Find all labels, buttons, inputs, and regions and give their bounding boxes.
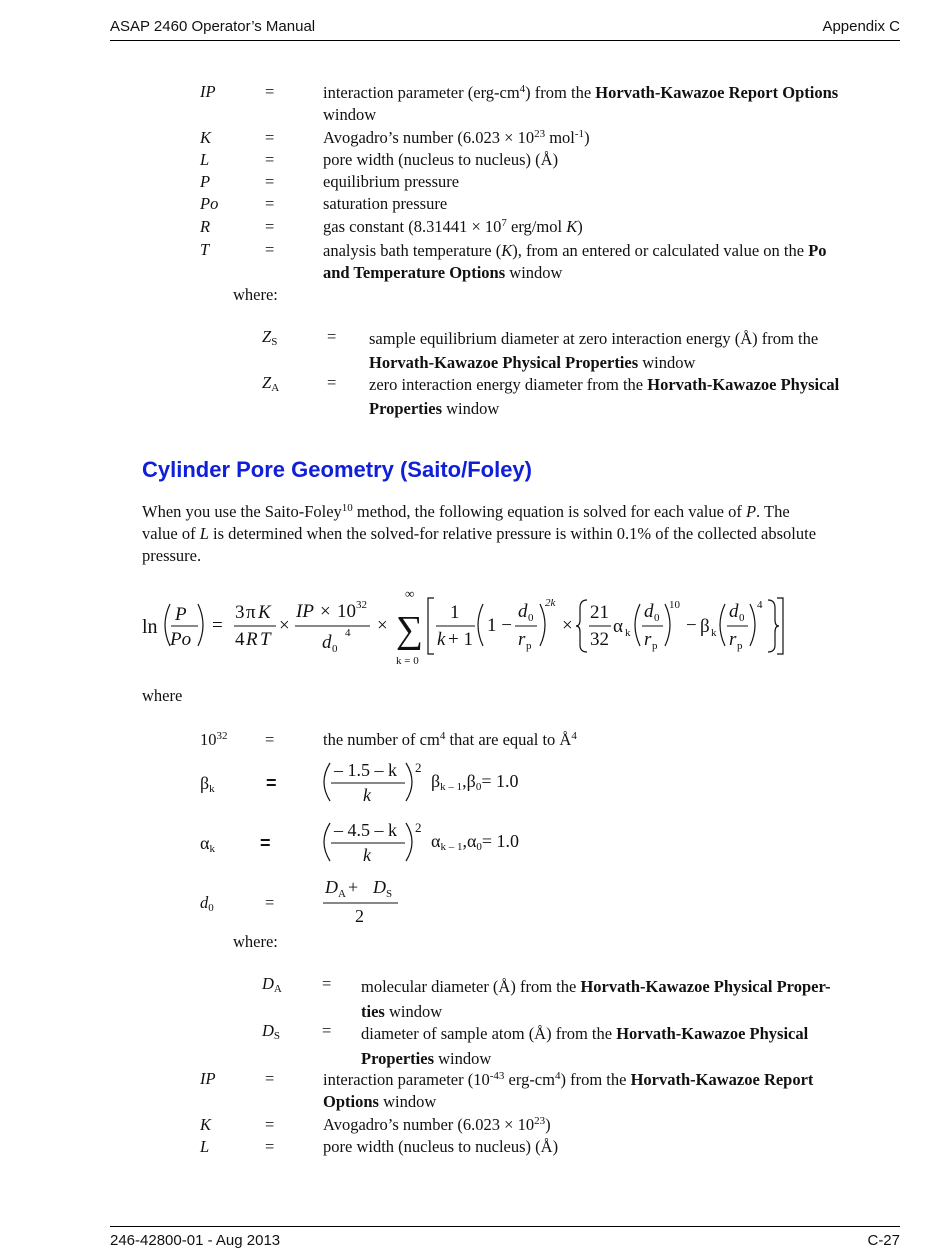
def-p-symbol: P xyxy=(200,172,211,191)
eq-d0-den-sub: 0 xyxy=(332,643,338,655)
section-heading: Cylinder Pore Geometry (Saito/Foley) xyxy=(142,457,532,482)
para-p5: is determined when the solved-for relative pressure is within 0.1% of the collected absolute xyxy=(208,524,817,543)
def-beta-val: = 1.0 xyxy=(481,771,519,791)
def-ds-pre: diameter of sample atom (Å) from the xyxy=(361,1024,617,1043)
equation-bracket-content xyxy=(436,597,779,652)
def-zs-line1: sample equilibrium diameter at zero interaction energy (Å) from the xyxy=(369,329,819,348)
def-k-equals: = xyxy=(265,128,275,147)
eq-4: 4 xyxy=(235,629,245,650)
def-da-pre: molecular diameter (Å) from the xyxy=(361,977,581,996)
eq-Po: Po xyxy=(170,629,192,650)
eq-k-den: k xyxy=(437,629,446,650)
para-p4: value of xyxy=(142,524,200,543)
eq-k0: k = 0 xyxy=(396,655,419,667)
d0-num-a: D xyxy=(325,877,338,897)
eq-beta-sub: k xyxy=(711,627,717,639)
def-r-equals: = xyxy=(265,217,275,236)
def-beta-rest xyxy=(431,771,519,792)
def-k-sup2: -1 xyxy=(574,128,585,140)
def-k-symbol: K xyxy=(200,128,212,147)
eq-d0-b-sub: 0 xyxy=(654,612,660,624)
where-label-top: where: xyxy=(233,285,278,304)
eq-sigma: ∑ xyxy=(396,609,424,651)
d0-num-asub: A xyxy=(338,888,346,900)
def-zs-equals: = xyxy=(327,327,337,346)
def-alpha-sym: α xyxy=(200,833,210,853)
def-alpha-val: = 1.0 xyxy=(481,831,520,851)
para-p6: pressure. xyxy=(142,546,202,565)
eq-d0-den: d xyxy=(322,632,332,653)
def-alpha-rest1: α xyxy=(431,831,441,851)
def-k-pre: Avogadro’s number (6.023 × 10 xyxy=(323,128,535,147)
def-k-sup1: 23 xyxy=(534,128,546,140)
d0-plus: + xyxy=(348,877,359,897)
def-k2-sup: 23 xyxy=(534,1115,546,1127)
eq-d0-c: d xyxy=(729,601,739,622)
eq-beta: β xyxy=(700,616,710,637)
d0-formula xyxy=(323,877,398,926)
beta-num: – 1.5 – k xyxy=(334,760,397,780)
para-var-l: L xyxy=(199,524,209,543)
def-ip2-mid2: ) from the xyxy=(560,1070,631,1089)
def-ds-bold2: Properties xyxy=(361,1049,435,1068)
def-za-post: window xyxy=(442,399,500,418)
alpha-formula xyxy=(324,820,422,865)
def-k2-post: ) xyxy=(545,1115,551,1134)
def-ip2-bold1: Horvath-Kawazoe Report xyxy=(630,1070,814,1089)
eq-paren-right-2 xyxy=(540,604,545,646)
eq-times-ip: × xyxy=(320,601,331,622)
def-ip-sup: 4 xyxy=(519,83,526,95)
footer-page-number: C-27 xyxy=(867,1232,900,1249)
d0-num-bsub: S xyxy=(386,888,393,900)
def-1032-post: that are equal to Å xyxy=(445,730,572,749)
eq-exp-2k: 2k xyxy=(545,597,556,609)
eq-32: 32 xyxy=(590,629,609,650)
beta-paren-left xyxy=(324,763,330,801)
def-za-equals: = xyxy=(327,373,337,392)
def-da-sym: D xyxy=(262,974,274,993)
def-beta-sub: k xyxy=(209,783,215,795)
def-ds-bold1: Horvath-Kawazoe Physical xyxy=(616,1024,809,1043)
para-footnote: 10 xyxy=(341,502,353,514)
def-alpha-restsub1: k – 1 xyxy=(440,841,463,853)
def-da-symbol xyxy=(262,974,282,994)
def-beta-restsub2: 0 xyxy=(475,781,482,793)
footer-doc-number: 246-42800-01 - Aug 2013 xyxy=(110,1232,281,1249)
def-beta-equals: = xyxy=(266,773,277,793)
def-l-equals: = xyxy=(265,150,275,169)
def-d0-sym: d xyxy=(200,893,209,912)
def-ip-equals: = xyxy=(265,82,275,101)
para-p1: When you use the Saito-Foley xyxy=(142,502,342,521)
def-r-pre: gas constant (8.31441 × 10 xyxy=(323,217,502,236)
def-beta-rest1: β xyxy=(431,771,441,791)
equation-lhs xyxy=(142,604,203,650)
eq-bracket-left xyxy=(428,598,434,654)
def-beta-comma: , xyxy=(462,771,467,791)
eq-T: T xyxy=(260,629,271,650)
eq-R: R xyxy=(246,629,258,650)
eq-d0-b: d xyxy=(644,601,654,622)
equation-coefficient xyxy=(234,602,276,650)
eq-alpha-sub: k xyxy=(625,627,631,639)
para-p3: . The xyxy=(756,502,790,521)
running-header-section: Appendix C xyxy=(822,18,900,35)
beta-paren-right xyxy=(406,763,412,801)
eq-d0-a-sub: 0 xyxy=(528,612,534,624)
def-alpha-equals: = xyxy=(260,833,271,853)
def-1032-text xyxy=(323,730,577,750)
def-r-sup: 7 xyxy=(501,217,507,229)
para-var-p: P xyxy=(745,502,757,521)
eq-times-3: × xyxy=(562,615,573,636)
def-ip2-symbol: IP xyxy=(200,1069,216,1088)
eq-K: K xyxy=(258,602,271,623)
def-ip2-bold2: Options xyxy=(323,1092,379,1111)
def-t-mid: ), from an entered or calculated value on the xyxy=(512,241,809,260)
def-alpha-sub: k xyxy=(209,843,215,855)
def-t-symbol: T xyxy=(200,240,210,259)
def-r-unit: K xyxy=(566,217,578,236)
def-p-text: equilibrium pressure xyxy=(323,172,460,191)
def-alpha-rest2: α xyxy=(466,831,477,851)
eq-exp-4: 4 xyxy=(757,599,763,611)
beta-exp: 2 xyxy=(415,760,422,775)
para-p2: method, the following equation is solved for each value of xyxy=(352,502,746,521)
def-ds-sym: D xyxy=(262,1021,274,1040)
alpha-exp: 2 xyxy=(415,820,422,835)
eq-rp-b-sub: p xyxy=(652,640,658,652)
def-r-symbol: R xyxy=(200,217,211,236)
def-t-equals: = xyxy=(265,240,275,259)
def-ds-post: window xyxy=(434,1049,492,1068)
eq-3: 3 xyxy=(235,602,245,623)
eq-one: 1 xyxy=(450,602,460,623)
def-1032-sup3: 4 xyxy=(571,730,577,742)
def-alpha-restsub2: 0 xyxy=(476,841,482,853)
where-label-2: where xyxy=(142,686,183,705)
def-za-sub: A xyxy=(271,382,280,394)
eq-exp32: 32 xyxy=(356,599,367,611)
eq-times-2: × xyxy=(377,615,388,636)
def-ds-symbol xyxy=(262,1021,280,1041)
eq-alpha: α xyxy=(613,616,623,637)
def-t-bold1: Po xyxy=(808,241,827,260)
def-alpha-rest xyxy=(431,831,519,852)
def-ip2-pre: interaction parameter (10 xyxy=(323,1070,490,1089)
equation-summation xyxy=(396,586,423,667)
def-l2-equals: = xyxy=(265,1137,275,1156)
eq-ln: ln xyxy=(142,616,158,638)
def-alpha-comma: , xyxy=(462,831,467,851)
alpha-paren-left xyxy=(324,823,330,861)
eq-paren-right-1 xyxy=(198,604,203,646)
eq-P: P xyxy=(175,604,187,625)
eq-paren-right-4 xyxy=(750,604,755,646)
def-da-bold2: ties xyxy=(361,1002,385,1021)
def-ip2-text xyxy=(323,1069,813,1113)
eq-equals: = xyxy=(212,615,223,636)
def-t-bold2: and Temperature Options xyxy=(323,263,506,282)
def-da-bold1: Horvath-Kawazoe Physical Proper- xyxy=(580,977,831,996)
beta-formula xyxy=(324,760,422,805)
footer-rule xyxy=(110,1226,900,1227)
eq-rp-a-sub: p xyxy=(526,640,532,652)
def-za-sym: Z xyxy=(262,373,272,392)
def-k2-text xyxy=(323,1115,551,1135)
beta-den: k xyxy=(363,785,371,805)
def-ds-sub: S xyxy=(273,1030,281,1042)
def-ip-symbol: IP xyxy=(200,82,216,101)
eq-infinity: ∞ xyxy=(405,586,415,601)
def-za-bold1: Horvath-Kawazoe Physical xyxy=(647,375,840,394)
def-beta-sym: β xyxy=(200,773,210,793)
def-ip-pre: interaction parameter (erg-cm xyxy=(323,83,520,102)
def-1032-symbol xyxy=(200,730,228,750)
def-zs-bold: Horvath-Kawazoe Physical Properties xyxy=(369,353,639,372)
def-d0-sub: 0 xyxy=(208,902,214,914)
eq-minus: − xyxy=(686,615,697,636)
def-d0-symbol xyxy=(200,893,214,913)
def-l-text: pore width (nucleus to nucleus) (Å) xyxy=(323,150,559,169)
def-r-post: ) xyxy=(577,217,583,236)
eq-brace-right xyxy=(768,600,779,652)
def-po-symbol: Po xyxy=(200,194,219,213)
def-beta-symbol xyxy=(200,773,215,794)
def-da-text xyxy=(361,974,831,1024)
alpha-den: k xyxy=(363,845,371,865)
eq-brace-left xyxy=(576,600,587,652)
def-l2-symbol: L xyxy=(200,1137,210,1156)
def-zs-sym: Z xyxy=(262,327,272,346)
eq-paren-left-2 xyxy=(478,604,483,646)
def-t-pre: analysis bath temperature ( xyxy=(323,241,502,260)
def-za-bold2: Properties xyxy=(369,399,443,418)
eq-times-1: × xyxy=(279,615,290,636)
eq-10: 10 xyxy=(337,601,356,622)
eq-rp-c-sub: p xyxy=(737,640,743,652)
def-alpha-symbol xyxy=(200,833,215,854)
def-po-text: saturation pressure xyxy=(323,194,448,213)
def-za-pre: zero interaction energy diameter from the xyxy=(369,375,648,394)
alpha-paren-right xyxy=(406,823,412,861)
def-k-mid: mol xyxy=(545,128,575,147)
alpha-num: – 4.5 – k xyxy=(334,820,397,840)
eq-pi: π xyxy=(246,602,256,623)
eq-1minus: 1 − xyxy=(487,615,512,636)
def-t-unit: K xyxy=(501,241,513,260)
def-ip-line2: window xyxy=(323,105,377,124)
def-ip2-post: window xyxy=(378,1092,437,1111)
def-beta-restsub1: k – 1 xyxy=(440,781,463,793)
def-1032-sup2: 4 xyxy=(439,730,446,742)
def-ip2-sup2: 4 xyxy=(554,1070,561,1082)
def-k-post: ) xyxy=(584,128,590,147)
def-ip2-sup: -43 xyxy=(489,1070,505,1082)
where-label-bottom: where: xyxy=(233,932,278,951)
running-header-title: ASAP 2460 Operator’s Manual xyxy=(110,18,316,35)
eq-plus1: + 1 xyxy=(448,629,473,650)
eq-d0-c-sub: 0 xyxy=(739,612,745,624)
eq-IP: IP xyxy=(296,601,314,622)
eq-paren-left-4 xyxy=(720,604,725,646)
def-t-post: window xyxy=(505,263,563,282)
eq-rp-a: r xyxy=(518,629,526,650)
def-beta-rest2: β xyxy=(466,771,476,791)
eq-d0-den-exp: 4 xyxy=(345,627,351,639)
def-k2-equals: = xyxy=(265,1115,275,1134)
eq-d0-a: d xyxy=(518,601,528,622)
def-1032-pre: the number of cm xyxy=(323,730,440,749)
def-l2-text: pore width (nucleus to nucleus) (Å) xyxy=(323,1137,559,1156)
def-da-post: window xyxy=(384,1002,443,1021)
def-ds-equals: = xyxy=(322,1021,332,1040)
eq-rp-c: r xyxy=(729,629,737,650)
def-da-sub: A xyxy=(273,983,282,995)
d0-num-b: D xyxy=(373,877,386,897)
def-1032-base: 10 xyxy=(200,730,217,749)
def-p-equals: = xyxy=(265,172,275,191)
def-da-equals: = xyxy=(322,974,332,993)
def-ip2-equals: = xyxy=(265,1069,275,1088)
def-l-symbol: L xyxy=(200,150,210,169)
def-1032-sup: 32 xyxy=(216,730,228,742)
def-ip-bold: Horvath-Kawazoe Report Options xyxy=(595,83,839,102)
def-po-equals: = xyxy=(265,194,275,213)
eq-paren-left-3 xyxy=(635,604,640,646)
eq-exp-10: 10 xyxy=(669,599,680,611)
def-zs-post: window xyxy=(638,353,696,372)
def-ip-mid: ) from the xyxy=(525,83,596,102)
equation-ip-term xyxy=(295,599,370,655)
eq-21: 21 xyxy=(590,602,609,623)
def-d0-equals: = xyxy=(265,893,275,912)
def-k2-pre: Avogadro’s number (6.023 × 10 xyxy=(323,1115,535,1134)
eq-rp-b: r xyxy=(644,629,652,650)
d0-den: 2 xyxy=(355,906,364,926)
def-r-mid: erg/mol xyxy=(506,217,567,236)
def-ip2-mid: erg-cm xyxy=(504,1070,555,1089)
def-k2-symbol: K xyxy=(200,1115,212,1134)
def-1032-equals: = xyxy=(265,730,275,749)
def-ds-text xyxy=(361,1021,808,1071)
def-zs-sub: S xyxy=(271,336,278,348)
